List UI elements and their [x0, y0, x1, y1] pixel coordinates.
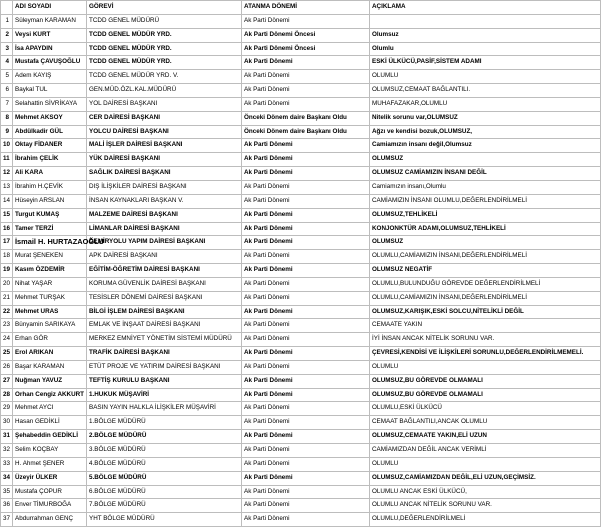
cell-name[interactable]: Tamer TERZİ [13, 222, 87, 236]
cell-name[interactable]: Ali KARA [13, 167, 87, 181]
cell-note[interactable]: KONJONKTÜR ADAMI,OLUMSUZ,TEHLİKELİ [370, 222, 601, 236]
cell-name[interactable]: Üzeyir ÜLKER [13, 471, 87, 485]
cell-period[interactable]: Önceki Dönem daire Başkanı Oldu [242, 111, 370, 125]
cell-period[interactable]: Ak Parti Dönemi [242, 194, 370, 208]
cell-period[interactable]: Ak Parti Dönemi [242, 388, 370, 402]
cell-note[interactable]: Olumlu [370, 42, 601, 56]
cell-period[interactable]: Ak Parti Dönemi [242, 416, 370, 430]
cell-role[interactable]: 1.HUKUK MÜŞAVİRİ [87, 388, 242, 402]
table-row [1, 277, 601, 291]
table-row [1, 180, 601, 194]
table-row [1, 222, 601, 236]
cell-no[interactable]: 31 [1, 430, 13, 444]
cell-no[interactable]: 34 [1, 471, 13, 485]
cell-name[interactable]: Mehmet TURŞAK [13, 291, 87, 305]
cell-no[interactable]: 9 [1, 125, 13, 139]
cell-period[interactable]: Ak Parti Dönemi Öncesi [242, 42, 370, 56]
table-row [1, 402, 601, 416]
cell-name[interactable]: Mustafa ÇOPUR [13, 485, 87, 499]
cell-period[interactable]: Ak Parti Dönemi [242, 471, 370, 485]
table-row [1, 70, 601, 84]
cell-role[interactable]: SAĞLIK DAİRESİ BAŞKANI [87, 167, 242, 181]
cell-note[interactable]: CAMİAMIZIN İNSANI OLUMLU,DEĞERLENDİRİLMELİ [370, 194, 601, 208]
cell-period[interactable]: Ak Parti Dönemi [242, 499, 370, 513]
cell-name[interactable]: Bünyamin SARIKAYA [13, 319, 87, 333]
cell-role[interactable]: TCDD GENEL MÜDÜR YRD. [87, 56, 242, 70]
table-row [1, 499, 601, 513]
cell-role[interactable]: 3.BÖLGE MÜDÜRÜ [87, 444, 242, 458]
table-row [1, 485, 601, 499]
cell-period[interactable]: Önceki Dönem daire Başkanı Oldu [242, 125, 370, 139]
cell-note[interactable]: OLUMSUZ,CAMİAMIZDAN DEĞİL,ELİ UZUN,GEÇİMSİZ. [370, 471, 601, 485]
cell-name[interactable]: H. Ahmet ŞENER [13, 457, 87, 471]
cell-name[interactable]: Abdülkadir GÜL [13, 125, 87, 139]
cell-note[interactable]: CAMİAMIZDAN DEĞİL ANCAK VERİMLİ [370, 444, 601, 458]
cell-note[interactable]: Camiamızın insanı değil,Olumsuz [370, 139, 601, 153]
table-row [1, 125, 601, 139]
cell-no[interactable]: 7 [1, 97, 13, 111]
cell-no[interactable]: 17 [1, 236, 13, 250]
cell-no[interactable]: 10 [1, 139, 13, 153]
cell-name[interactable]: Murat ŞENEKEN [13, 250, 87, 264]
cell-name[interactable]: Hüseyin ARSLAN [13, 194, 87, 208]
cell-no[interactable]: 16 [1, 222, 13, 236]
cell-note[interactable]: OLUMSUZ [370, 236, 601, 250]
cell-period[interactable]: Ak Parti Dönemi [242, 513, 370, 527]
cell-note[interactable]: ESKİ ÜLKÜCÜ,PASİF,SİSTEM ADAMI [370, 56, 601, 70]
cell-period[interactable]: Ak Parti Dönemi [242, 97, 370, 111]
cell-period[interactable]: Ak Parti Dönemi [242, 70, 370, 84]
cell-name[interactable]: Orhan Cengiz AKKURT [13, 388, 87, 402]
cell-no[interactable]: 23 [1, 319, 13, 333]
cell-no[interactable]: 1 [1, 14, 13, 28]
cell-role[interactable]: 5.BÖLGE MÜDÜRÜ [87, 471, 242, 485]
table-row [1, 457, 601, 471]
cell-period[interactable]: Ak Parti Dönemi [242, 250, 370, 264]
cell-period[interactable]: Ak Parti Dönemi [242, 167, 370, 181]
cell-no[interactable]: 25 [1, 347, 13, 361]
cell-name[interactable]: Veysi KURT [13, 28, 87, 42]
cell-no[interactable]: 4 [1, 56, 13, 70]
cell-role[interactable]: İNSAN KAYNAKLARI BAŞKAN V. [87, 194, 242, 208]
cell-name[interactable]: Adem KAYIŞ [13, 70, 87, 84]
cell-no[interactable]: 30 [1, 416, 13, 430]
header-row [1, 1, 601, 15]
table-row [1, 416, 601, 430]
table-row [1, 194, 601, 208]
cell-no[interactable]: 13 [1, 180, 13, 194]
table-row [1, 139, 601, 153]
cell-note[interactable]: CEMAAT BAĞLANTILI,ANCAK OLUMLU [370, 416, 601, 430]
cell-note[interactable]: OLUMLU [370, 360, 601, 374]
cell-role[interactable]: MALZEME DAİRESİ BAŞKANI [87, 208, 242, 222]
cell-role[interactable]: TEFTİŞ KURULU BAŞKANI [87, 374, 242, 388]
cell-period[interactable]: Ak Parti Dönemi [242, 236, 370, 250]
cell-name[interactable]: Nihat YAŞAR [13, 277, 87, 291]
cell-note[interactable]: Camiamızın insanı,Olumlu [370, 180, 601, 194]
cell-role[interactable]: 6.BÖLGE MÜDÜRÜ [87, 485, 242, 499]
cell-note[interactable]: MUHAFAZAKAR,OLUMLU [370, 97, 601, 111]
cell-role[interactable]: MALİ İŞLER DAİRESİ BAŞKANI [87, 139, 242, 153]
table-row [1, 333, 601, 347]
cell-name[interactable]: Turgut KUMAŞ [13, 208, 87, 222]
cell-no[interactable]: 22 [1, 305, 13, 319]
cell-note[interactable] [370, 14, 601, 28]
cell-role[interactable]: APK DAİRESİ BAŞKANI [87, 250, 242, 264]
cell-role[interactable]: 1.BÖLGE MÜDÜRÜ [87, 416, 242, 430]
cell-name[interactable]: Selahattin SİVRİKAYA [13, 97, 87, 111]
header-cell-no[interactable] [1, 1, 13, 15]
cell-name[interactable]: Abdurrahman GENÇ [13, 513, 87, 527]
cell-note[interactable]: OLUMSUZ,BU GÖREVDE OLMAMALI [370, 388, 601, 402]
table-row [1, 84, 601, 98]
cell-name[interactable]: Erhan GÖR [13, 333, 87, 347]
cell-no[interactable]: 14 [1, 194, 13, 208]
table-row [1, 97, 601, 111]
cell-period[interactable]: Ak Parti Dönemi [242, 14, 370, 28]
cell-period[interactable]: Ak Parti Dönemi [242, 333, 370, 347]
cell-role[interactable]: TRAFİK DAİRESİ BAŞKANI [87, 347, 242, 361]
cell-note[interactable]: Ağzı ve kendisi bozuk,OLUMSUZ, [370, 125, 601, 139]
cell-no[interactable]: 15 [1, 208, 13, 222]
cell-note[interactable]: OLUMLU,BULUNDUĞU GÖREVDE DEĞERLENDİRİLMELİ [370, 277, 601, 291]
cell-no[interactable]: 32 [1, 444, 13, 458]
table-row [1, 388, 601, 402]
header-cell-role[interactable]: GÖREVİ [87, 1, 242, 15]
cell-role[interactable]: GEN.MÜD.ÖZL.KAL.MÜDÜRÜ [87, 84, 242, 98]
cell-period[interactable]: Ak Parti Dönemi [242, 139, 370, 153]
cell-role[interactable]: TCDD GENEL MÜDÜR YRD. [87, 28, 242, 42]
cell-name[interactable]: İbrahim H.ÇEVİK [13, 180, 87, 194]
cell-name[interactable]: Şehabeddin GEDİKLİ [13, 430, 87, 444]
cell-period[interactable]: Ak Parti Dönemi [242, 222, 370, 236]
cell-role[interactable]: YOL DAİRESİ BAŞKANI [87, 97, 242, 111]
cell-period[interactable]: Ak Parti Dönemi [242, 347, 370, 361]
cell-name[interactable]: İsmail H. HURTAZAOĞLU [13, 236, 87, 250]
cell-note[interactable]: OLUMSUZ NEGATİF [370, 264, 601, 278]
cell-note[interactable]: OLUMLU,DEĞERLENDİRİLMELİ [370, 513, 601, 527]
cell-note[interactable]: İYİ İNSAN ANCAK NİTELİK SORUNU VAR. [370, 333, 601, 347]
cell-name[interactable]: Enver TİMURBOĞA [13, 499, 87, 513]
cell-name[interactable]: Selim KOÇBAY [13, 444, 87, 458]
table-row [1, 471, 601, 485]
cell-role[interactable]: 4.BÖLGE MÜDÜRÜ [87, 457, 242, 471]
table-row [1, 319, 601, 333]
cell-period[interactable]: Ak Parti Dönemi [242, 277, 370, 291]
cell-role[interactable]: 7.BÖLGE MÜDÜRÜ [87, 499, 242, 513]
table-row [1, 28, 601, 42]
cell-no[interactable]: 18 [1, 250, 13, 264]
cell-name[interactable]: Mustafa ÇAVUŞOĞLU [13, 56, 87, 70]
table-row [1, 250, 601, 264]
cell-role[interactable]: TCDD GENEL MÜDÜRÜ [87, 14, 242, 28]
cell-note[interactable]: ÇEVRESİ,KENDİSİ VE İLİŞKİLERİ SORUNLU,DEĞERLENDİRİLMEMELİ. [370, 347, 601, 361]
table-row [1, 111, 601, 125]
cell-role[interactable]: YÜK DAİRESİ BAŞKANI [87, 153, 242, 167]
cell-name[interactable]: İbrahim ÇELİK [13, 153, 87, 167]
cell-role[interactable]: TCDD GENEL MÜDÜR YRD. [87, 42, 242, 56]
cell-role[interactable]: DEMİRYOLU YAPIM DAİRESİ BAŞKANI [87, 236, 242, 250]
cell-role[interactable]: LİMANLAR DAİRESİ BAŞKANI [87, 222, 242, 236]
cell-no[interactable]: 21 [1, 291, 13, 305]
cell-no[interactable]: 29 [1, 402, 13, 416]
cell-period[interactable]: Ak Parti Dönemi [242, 305, 370, 319]
cell-no[interactable]: 2 [1, 28, 13, 42]
cell-no[interactable]: 35 [1, 485, 13, 499]
cell-period[interactable]: Ak Parti Dönemi [242, 84, 370, 98]
table-row [1, 236, 601, 250]
cell-role[interactable]: EĞİTİM-ÖĞRETİM DAİRESİ BAŞKANI [87, 264, 242, 278]
cell-note[interactable]: Olumsuz [370, 28, 601, 42]
cell-period[interactable]: Ak Parti Dönemi [242, 180, 370, 194]
cell-note[interactable]: OLUMLU,CAMİAMIZIN İNSANI,DEĞERLENDİRİLMELİ [370, 250, 601, 264]
header-cell-note[interactable]: AÇIKLAMA [370, 1, 601, 15]
table-row [1, 430, 601, 444]
table-row [1, 305, 601, 319]
cell-no[interactable]: 27 [1, 374, 13, 388]
cell-note[interactable]: OLUMLU [370, 70, 601, 84]
cell-role[interactable]: MERKEZ EMNİYET YÖNETİM SİSTEMİ MÜDÜRÜ [87, 333, 242, 347]
cell-period[interactable]: Ak Parti Dönemi [242, 402, 370, 416]
cell-name[interactable]: Kasım ÖZDEMİR [13, 264, 87, 278]
cell-no[interactable]: 6 [1, 84, 13, 98]
cell-name[interactable]: Süleyman KARAMAN [13, 14, 87, 28]
table-row [1, 153, 601, 167]
cell-note[interactable]: OLUMLU ANCAK ESKİ ÜLKÜCÜ, [370, 485, 601, 499]
cell-no[interactable]: 24 [1, 333, 13, 347]
cell-name[interactable]: Mehmet AKSOY [13, 111, 87, 125]
table-row [1, 208, 601, 222]
cell-note[interactable]: OLUMLU,ESKİ ÜLKÜCÜ [370, 402, 601, 416]
cell-role[interactable]: 2.BÖLGE MÜDÜRÜ [87, 430, 242, 444]
cell-role[interactable]: TCDD GENEL MÜDÜR YRD. V. [87, 70, 242, 84]
cell-no[interactable]: 3 [1, 42, 13, 56]
table-row [1, 360, 601, 374]
cell-name[interactable]: Erol ARIKAN [13, 347, 87, 361]
cell-no[interactable]: 20 [1, 277, 13, 291]
cell-period[interactable]: Ak Parti Dönemi [242, 374, 370, 388]
cell-no[interactable]: 12 [1, 167, 13, 181]
table-row [1, 56, 601, 70]
cell-role[interactable]: TESİSLER DÖNEMİ DAİRESİ BAŞKANI [87, 291, 242, 305]
cell-no[interactable]: 5 [1, 70, 13, 84]
cell-name[interactable]: Hasan GEDİKLİ [13, 416, 87, 430]
table-row [1, 374, 601, 388]
cell-note[interactable]: OLUMSUZ,CEMAAT BAĞLANTILI. [370, 84, 601, 98]
cell-note[interactable]: OLUMSUZ,BU GÖREVDE OLMAMALI [370, 374, 601, 388]
table-row [1, 264, 601, 278]
cell-no[interactable]: 36 [1, 499, 13, 513]
table-row [1, 291, 601, 305]
cell-name[interactable]: Mehmet AYCI [13, 402, 87, 416]
cell-no[interactable]: 8 [1, 111, 13, 125]
header-cell-period[interactable]: ATANMA DÖNEMİ [242, 1, 370, 15]
cell-no[interactable]: 19 [1, 264, 13, 278]
cell-note[interactable]: OLUMLU ANCAK NİTELİK SORUNU VAR. [370, 499, 601, 513]
cell-period[interactable]: Ak Parti Dönemi [242, 360, 370, 374]
cell-note[interactable]: OLUMSUZ [370, 153, 601, 167]
cell-role[interactable]: ETÜT PROJE VE YATIRIM DAİRESİ BAŞKANI [87, 360, 242, 374]
cell-period[interactable]: Ak Parti Dönemi [242, 264, 370, 278]
cell-role[interactable]: BASIN YAYIN HALKLA İLİŞKİLER MÜŞAVİRİ [87, 402, 242, 416]
cell-period[interactable]: Ak Parti Dönemi [242, 153, 370, 167]
cell-name[interactable]: Oktay FİDANER [13, 139, 87, 153]
cell-note[interactable]: OLUMSUZ,CEMAATE YAKIN,ELİ UZUN [370, 430, 601, 444]
cell-period[interactable]: Ak Parti Dönemi [242, 56, 370, 70]
cell-note[interactable]: Nitelik sorunu var,OLUMSUZ [370, 111, 601, 125]
cell-role[interactable]: BİLGİ İŞLEM DAİRESİ BAŞKANI [87, 305, 242, 319]
cell-note[interactable]: OLUMSUZ,KARIŞIK,ESKİ SOLCU,NİTELİKLİ DEĞİL [370, 305, 601, 319]
cell-note[interactable]: OLUMSUZ,TEHLİKELİ [370, 208, 601, 222]
cell-role[interactable]: YOLCU DAİRESİ BAŞKANI [87, 125, 242, 139]
cell-role[interactable]: DIŞ İLİŞKİLER DAİRESİ BAŞKANI [87, 180, 242, 194]
table-row [1, 347, 601, 361]
cell-no[interactable]: 26 [1, 360, 13, 374]
table-row [1, 513, 601, 527]
cell-no[interactable]: 37 [1, 513, 13, 527]
cell-period[interactable]: Ak Parti Dönemi Öncesi [242, 28, 370, 42]
cell-note[interactable]: OLUMLU [370, 457, 601, 471]
table-row [1, 167, 601, 181]
cell-name[interactable]: Mehmet URAS [13, 305, 87, 319]
cell-role[interactable]: CER DAİRESİ BAŞKANI [87, 111, 242, 125]
cell-name[interactable]: Nuğman YAVUZ [13, 374, 87, 388]
cell-period[interactable]: Ak Parti Dönemi [242, 208, 370, 222]
cell-period[interactable]: Ak Parti Dönemi [242, 457, 370, 471]
cell-note[interactable]: OLUMSUZ CAMİAMIZIN İNSANI DEĞİL [370, 167, 601, 181]
table-row [1, 444, 601, 458]
cell-role[interactable]: KORUMA GÜVENLİK DAİRESİ BAŞKANI [87, 277, 242, 291]
cell-note[interactable]: CEMAATE YAKIN [370, 319, 601, 333]
cell-period[interactable]: Ak Parti Dönemi [242, 430, 370, 444]
cell-period[interactable]: Ak Parti Dönemi [242, 444, 370, 458]
cell-period[interactable]: Ak Parti Dönemi [242, 319, 370, 333]
cell-role[interactable]: EMLAK VE İNŞAAT DAİRESİ BAŞKANI [87, 319, 242, 333]
cell-period[interactable]: Ak Parti Dönemi [242, 485, 370, 499]
cell-name[interactable]: İsa APAYDIN [13, 42, 87, 56]
header-cell-name[interactable]: ADI SOYADI [13, 1, 87, 15]
cell-role[interactable]: YHT BÖLGE MÜDÜRÜ [87, 513, 242, 527]
cell-no[interactable]: 33 [1, 457, 13, 471]
table-row [1, 42, 601, 56]
cell-note[interactable]: OLUMLU,CAMİAMIZIN İNSANI,DEĞERLENDİRİLMELİ [370, 291, 601, 305]
cell-no[interactable]: 28 [1, 388, 13, 402]
cell-period[interactable]: Ak Parti Dönemi [242, 291, 370, 305]
table-row [1, 14, 601, 28]
cell-no[interactable]: 11 [1, 153, 13, 167]
cell-name[interactable]: Başar KARAMAN [13, 360, 87, 374]
cell-name[interactable]: Baykal TUL [13, 84, 87, 98]
